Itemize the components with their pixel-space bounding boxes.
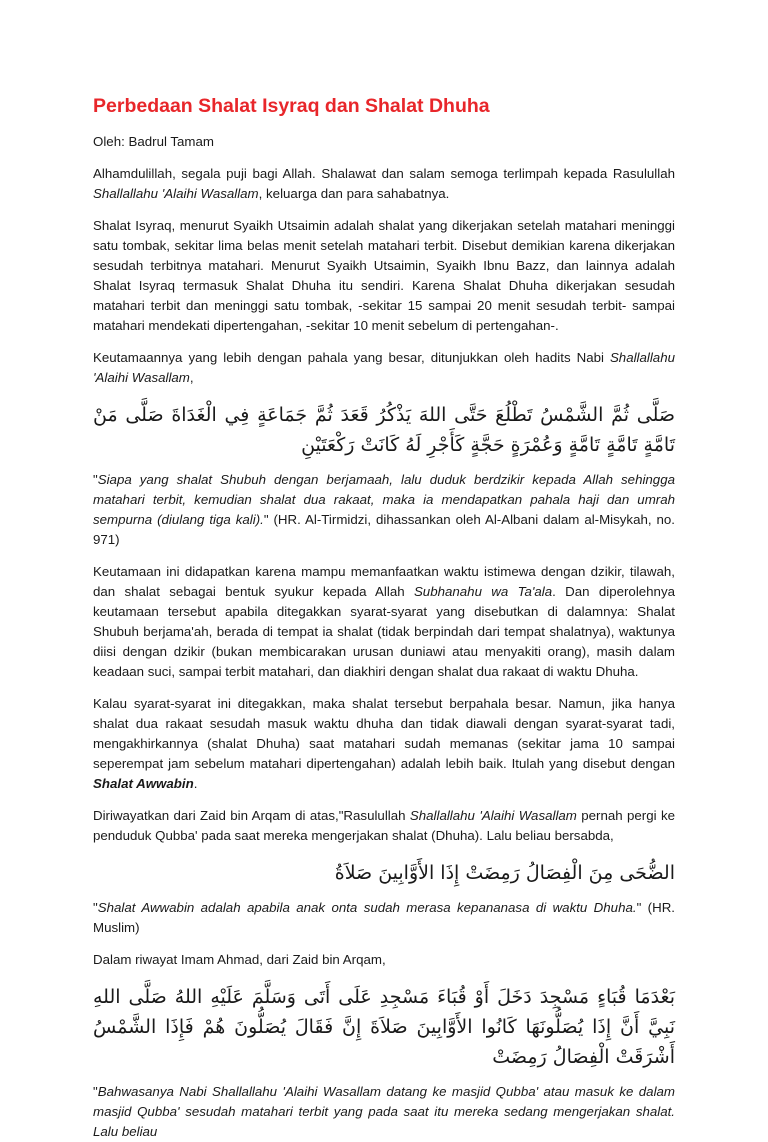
paragraph-ahmad-intro: Dalam riwayat Imam Ahmad, dari Zaid bin Arqam,: [93, 952, 386, 967]
paragraph-virtue-conditions: Keutamaan ini didapatkan karena mampu memanfaatkan waktu istimewa dengan dzikir, tilawah, dan shalat sebagai bentuk syukur kepada Allah Subhanahu wa Ta'ala. Dan diperolehnya keutamaan tersebut apabila ditegakkan syarat-syarat yang disebutkan di dalamnya: Shalat Shubuh berjama'ah, berada di tempat ia shalat (tidak berpindah dari tempat shalatnya), waktunya diisi dengan dzikir (bukan membicarakan urusan duniawi atau menyakiti orang), masih dalam keadaan suci, sampai terbit matahari, dan diakhiri dengan shalat dua rakaat di waktu Dhuha.: [93, 564, 675, 679]
paragraph-hadith-translation-1: "Siapa yang shalat Shubuh dengan berjamaah, lalu duduk berdzikir kepada Allah sehingga matahari terbit, kemudian shalat dua rakaat, maka ia mendapatkan pahala haji dan umrah sempurna (diulang tiga kali)." (HR. Al-Tirmidzi, dihassankan oleh Al-Albani dalam al-Misykah, no. 971): [93, 472, 675, 547]
page-title: Perbedaan Shalat Isyraq dan Shalat Dhuha: [93, 95, 490, 117]
paragraph-hadith-translation-2: "Shalat Awwabin adalah apabila anak onta sudah merasa kepananasa di waktu Dhuha." (HR. Muslim): [93, 900, 675, 935]
arabic-hadith-1: صَلَّى ثُمَّ الشَّمْسُ تَطْلُعَ حَتَّى اللهَ يَذْكُرُ قَعَدَ ثُمَّ جَمَاعَةٍ فِي الْغَدَاةَ صَلَّى مَنْ تَامَّةٍ تَامَّةٍ تَامَّةٍ وَعُمْرَةٍ حَجَّةٍ كَأَجْرِ لَهُ كَانَتْ رَكْعَتَيْنِ: [93, 404, 675, 456]
paragraph-awwabin: Kalau syarat-syarat ini ditegakkan, maka shalat tersebut berpahala besar. Namun, jika hanya shalat dua rakaat sesudah masuk waktu dhuha dan tidak diawali dengan syarat-syarat tadi, mengakhirkannya (shalat Dhuha) saat matahari sudah memanas (sekitar jama 10 sampai seperempat jam sebelum matahari dipertengahan) adalah lebih baik. Itulah yang disebut dengan Shalat Awwabin.: [93, 696, 675, 791]
paragraph-virtue-intro: Keutamaannya yang lebih dengan pahala yang besar, ditunjukkan oleh hadits Nabi Shallallahu 'Alaihi Wasallam,: [93, 350, 675, 385]
paragraph-isyraq-definition: Shalat Isyraq, menurut Syaikh Utsaimin adalah shalat yang dikerjakan setelah matahari meninggi satu tombak, sekitar lima belas menit setelah matahari terbit. Disebut demikian karena dikerjakan sesudah terbitnya matahari. Menurut Syaikh Utsaimin, Syaikh Ibnu Bazz, dan lainnya adalah Shalat Isyraq termasuk Shalat Dhuha itu sendiri. Karena Shalat Dhuha dikerjakan sesudah matahari terbit dan meninggi satu tombak, -sekitar 15 sampai 20 menit sesudah terbit- sampai matahari mendekati dipertengahan, -sekitar 10 menit sebelum di pertengahan-.: [93, 218, 675, 333]
paragraph-zaid-narration: Diriwayatkan dari Zaid bin Arqam di atas,"Rasulullah Shallallahu 'Alaihi Wasallam pernah pergi ke penduduk Qubba' pada saat mereka mengerjakan shalat (Dhuha). Lalu beliau bersabda,: [93, 808, 675, 843]
arabic-hadith-2: الضُّحَى مِنَ الْفِصَالُ رَمِضَتْ إِذَا الأَوَّابِينَ صَلاَةُ: [334, 862, 675, 884]
author-line: Oleh: Badrul Tamam: [93, 134, 214, 149]
arabic-hadith-3: بَعْدَمَا قُبَاءٍ مَسْجِدَ دَخَلَ أَوْ قُبَاءَ مَسْجِدِ عَلَى أَتَى وَسَلَّمَ عَلَيْهِ اللهُ صَلَّى اللهِ نَبِيَّ أَنَّ إِذَا يُصَلُّونَهَا كَانُوا الأَوَّابِينَ صَلاَةَ إِنَّ فَقَالَ يُصَلُّونَ هُمْ فَإِذَا الشَّمْسُ أَشْرَقَتْ الْفِصَالُ رَمِضَتْ: [93, 986, 675, 1068]
paragraph-opening: Alhamdulillah, segala puji bagi Allah. Shalawat dan salam semoga terlimpah kepada Rasulullah Shallallahu 'Alaihi Wasallam, keluarga dan para sahabatnya.: [93, 166, 675, 201]
paragraph-hadith-translation-3: "Bahwasanya Nabi Shallallahu 'Alaihi Wasallam datang ke masjid Qubba' atau masuk ke dalam masjid Qubba' sesudah matahari terbit yang pada saat itu mereka sedang mengerjakan shalat. Lalu beliau: [93, 1084, 675, 1139]
